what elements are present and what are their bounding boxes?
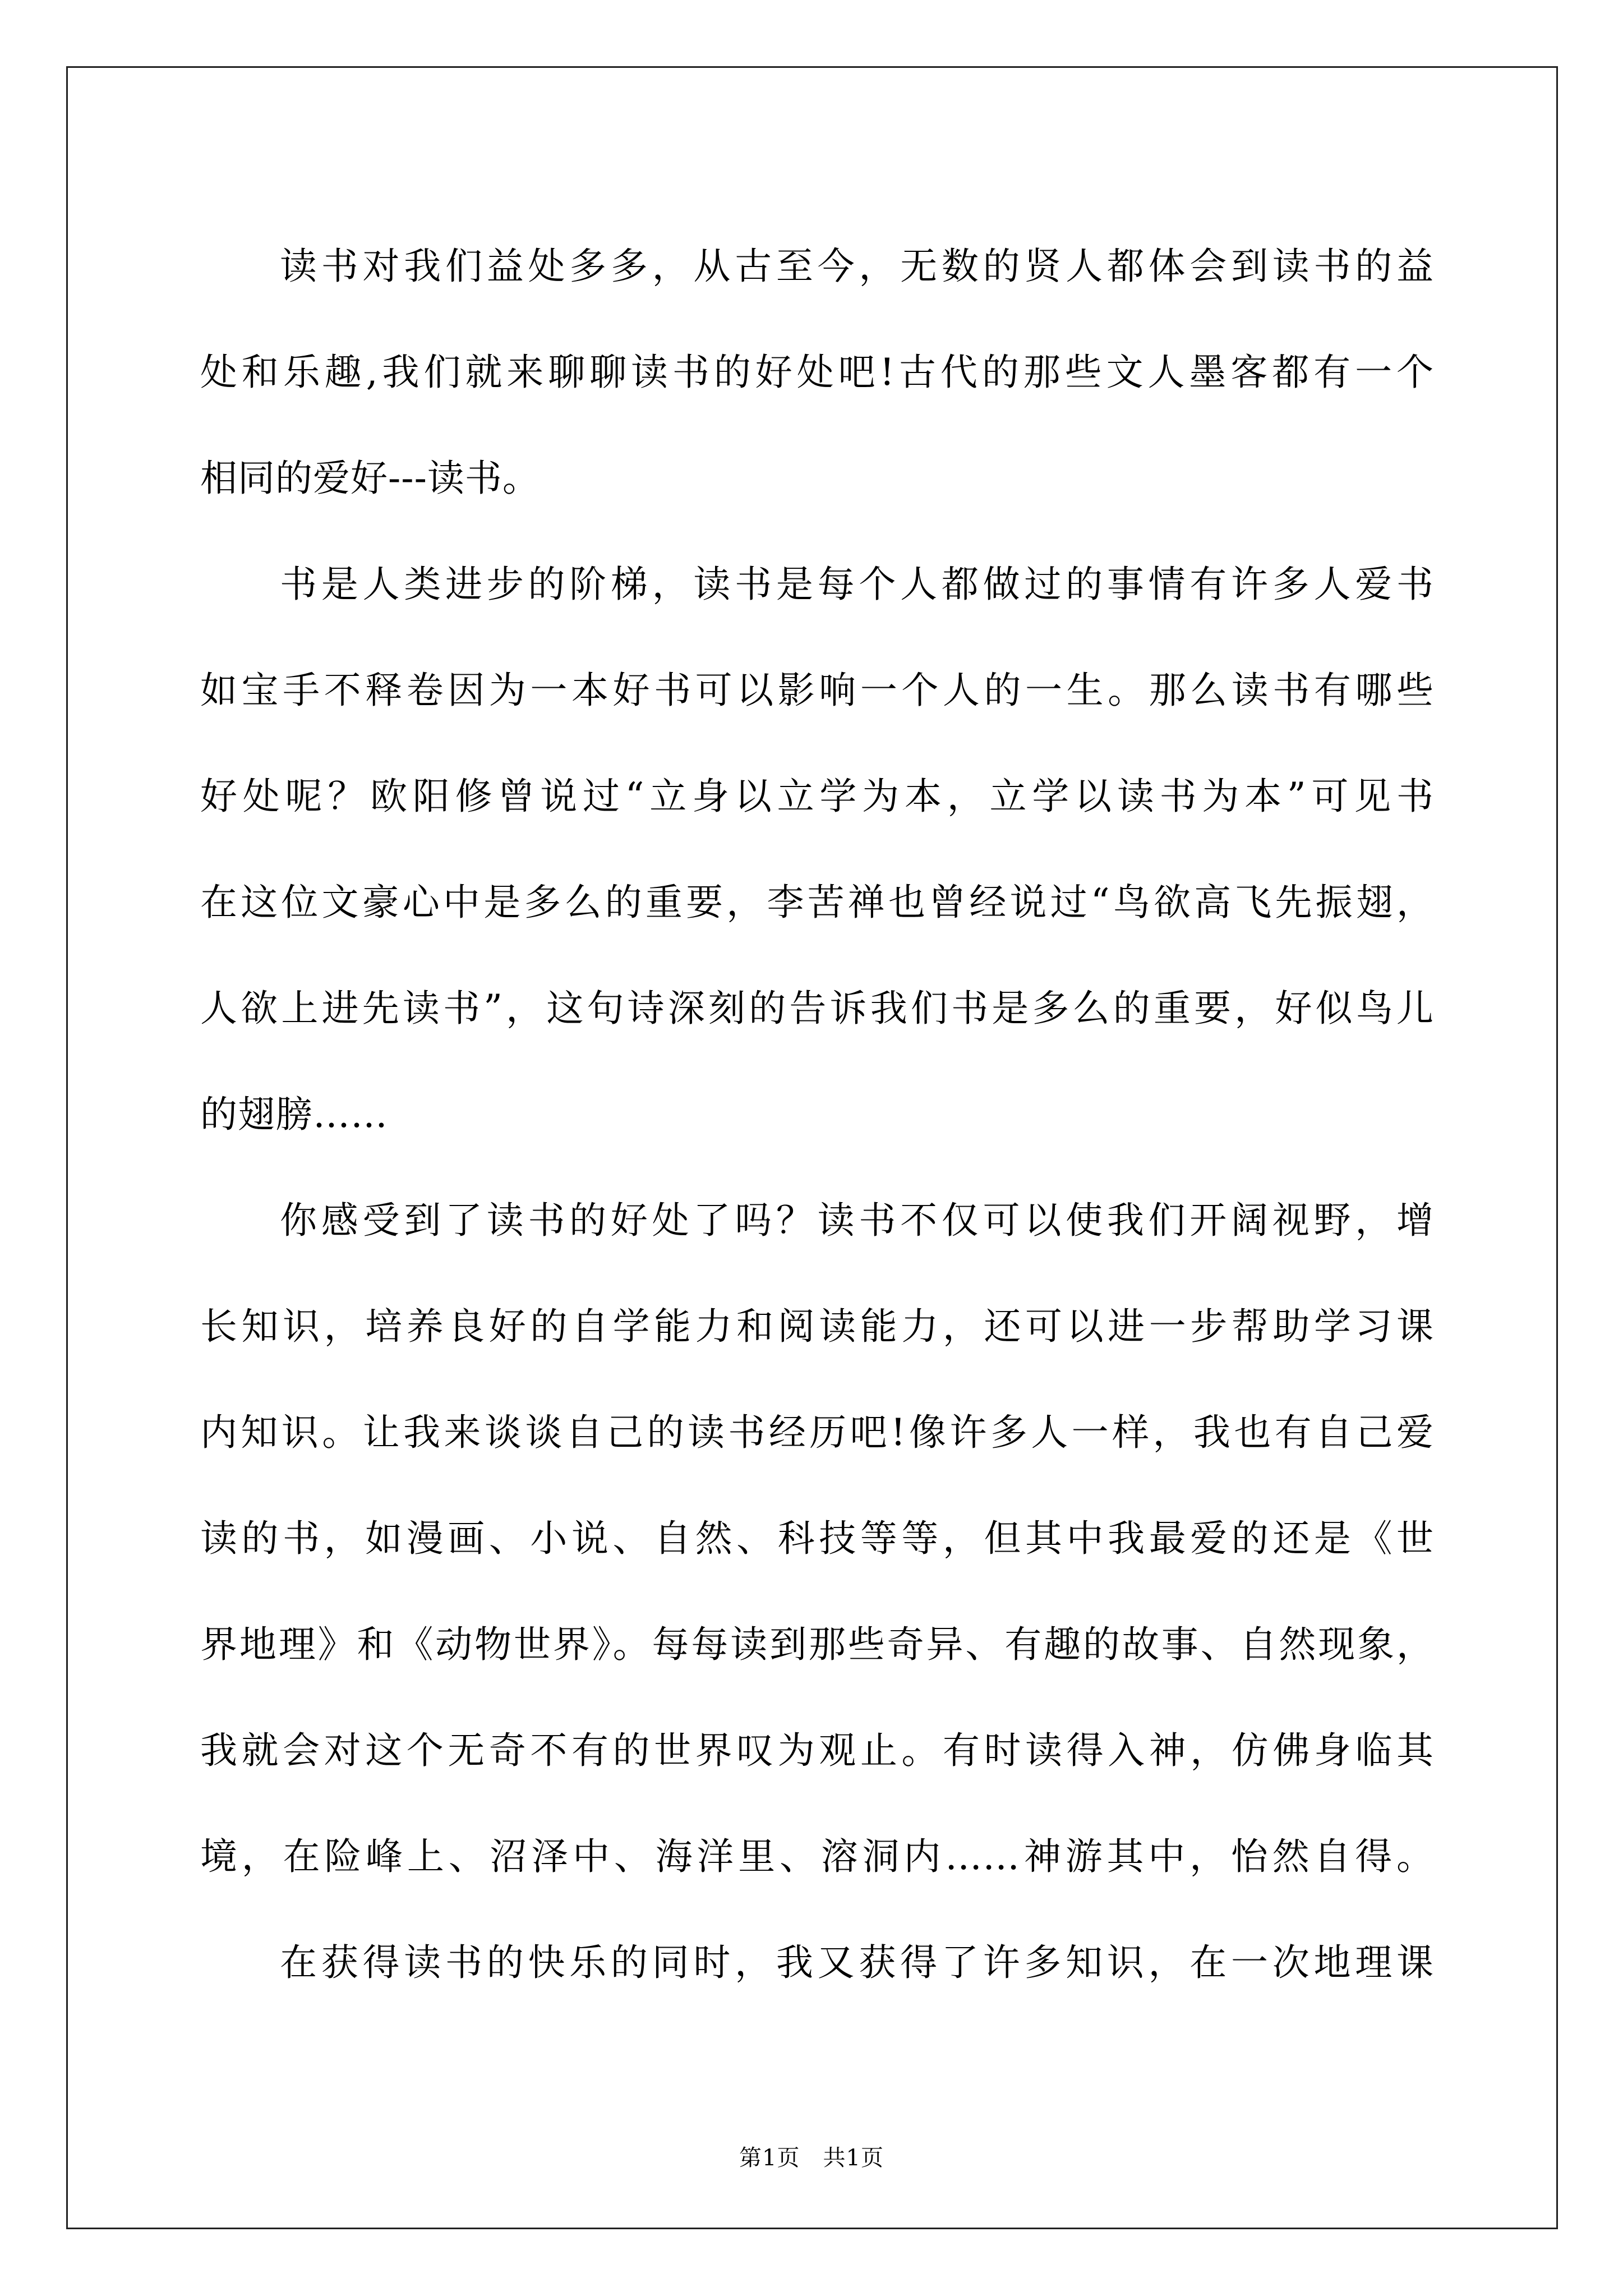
paragraph-2-line-3: 好处呢？欧阳修曾说过“立身以立学为本，立学以读书为本”可见书: [200, 775, 1434, 818]
paragraph-4-line-1: 在获得读书的快乐的同时，我又获得了许多知识，在一次地理课: [280, 1941, 1434, 1984]
paragraph-3-line-2: 长知识，培养良好的自学能力和阅读能力，还可以进一步帮助学习课: [200, 1305, 1434, 1348]
paragraph-3-line-1: 你感受到了读书的好处了吗？读书不仅可以使我们开阔视野，增: [280, 1199, 1434, 1242]
paragraph-2-line-6: 的翅膀……: [200, 1093, 388, 1136]
paragraph-2-line-5: 人欲上进先读书”，这句诗深刻的告诉我们书是多么的重要，好似鸟儿: [200, 987, 1434, 1030]
paragraph-2-line-1: 书是人类进步的阶梯，读书是每个人都做过的事情有许多人爱书: [280, 563, 1434, 606]
paragraph-1-line-3: 相同的爱好---读书。: [200, 457, 540, 500]
paragraph-3-line-7: 境，在险峰上、沼泽中、海洋里、溶洞内……神游其中，怡然自得。: [200, 1835, 1434, 1878]
paragraph-2-line-2: 如宝手不释卷因为一本好书可以影响一个人的一生。那么读书有哪些: [200, 669, 1434, 712]
paragraph-2-line-4: 在这位文豪心中是多么的重要，李苦禅也曾经说过“鸟欲高飞先振翅，: [200, 881, 1434, 924]
paragraph-3-line-4: 读的书，如漫画、小说、自然、科技等等，但其中我最爱的还是《世: [200, 1517, 1434, 1560]
document-body: [200, 213, 1434, 2016]
paragraph-1-line-2: 处和乐趣,我们就来聊聊读书的好处吧!古代的那些文人墨客都有一个: [200, 351, 1434, 394]
paragraph-3-line-6: 我就会对这个无奇不有的世界叹为观止。有时读得入神，仿佛身临其: [200, 1729, 1434, 1772]
paragraph-3-line-3: 内知识。让我来谈谈自己的读书经历吧!像许多人一样，我也有自己爱: [200, 1411, 1434, 1454]
paragraph-1-line-1: 读书对我们益处多多，从古至今，无数的贤人都体会到读书的益: [280, 245, 1434, 288]
page-number-footer: 第1页 共1页: [739, 2145, 884, 2171]
paragraph-3-line-5: 界地理》和《动物世界》。每每读到那些奇异、有趣的故事、自然现象，: [200, 1623, 1434, 1666]
